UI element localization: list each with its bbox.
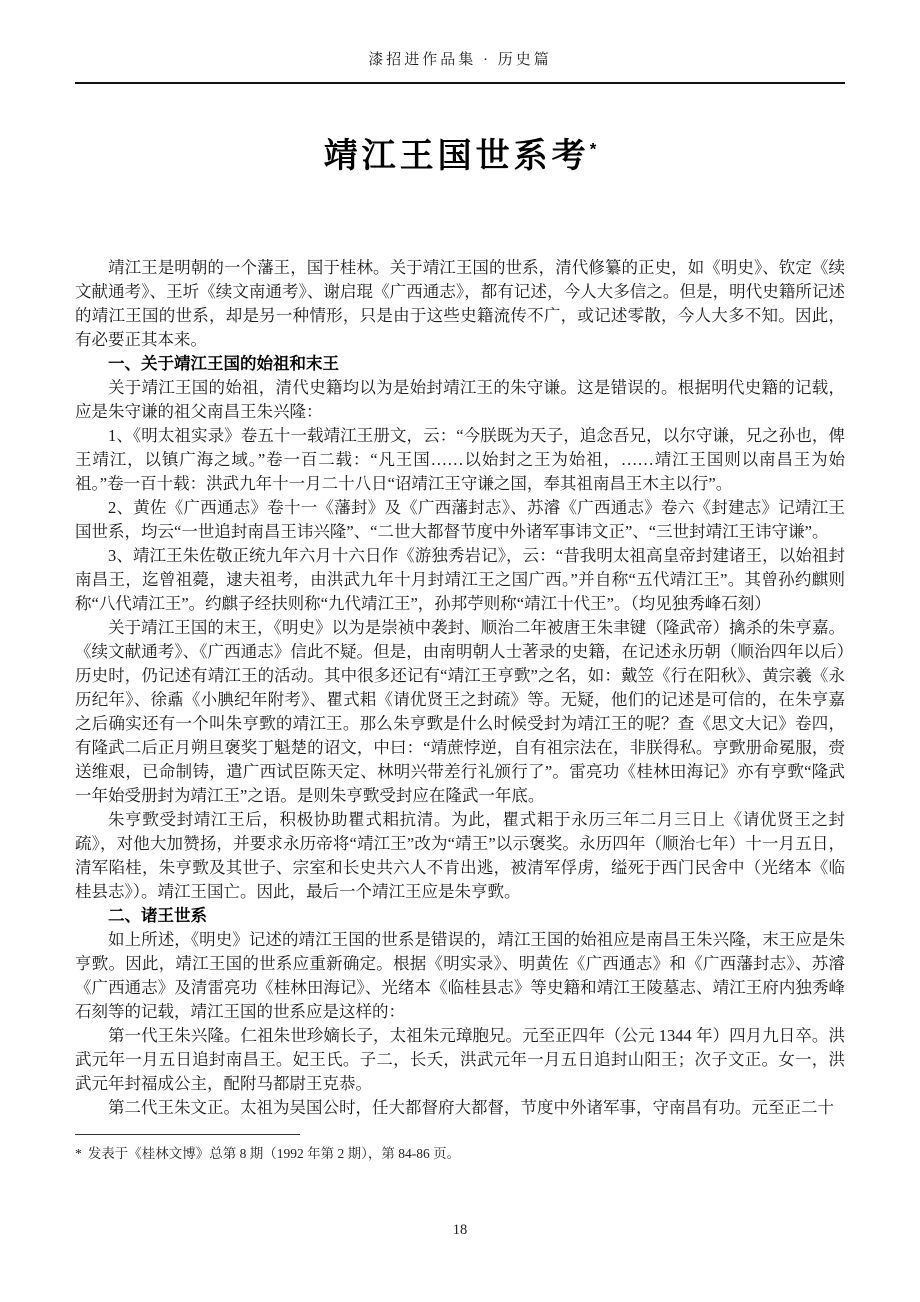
- article-body: [75, 256, 845, 1120]
- footnote: [75, 1143, 845, 1164]
- title-footnote-marker: *: [589, 139, 597, 159]
- footnote-area: [75, 1134, 845, 1164]
- body-paragraph: 靖江王是明朝的一个藩王，国于桂林。关于靖江王国的世系，清代修纂的正史，如《明史》、钦定《续文献通考》、王圻《续文南通考》、谢启琨《广西通志》，都有记述，今人大多信之。但是，明代史籍所记述的靖江王国的世系，却是另一种情形，只是由于这些史籍流传不广，或记述零散，今人大多不知。因此，有必要正其本来。: [75, 258, 845, 349]
- header-divider: [75, 82, 845, 84]
- booklet-title: 漆招进作品集 · 历史篇: [368, 52, 552, 68]
- article-title-text: 靖江王国世系考: [323, 137, 590, 175]
- page-number: 18: [452, 1222, 468, 1238]
- section-heading: 一、关于靖江王国的始祖和末王: [108, 355, 339, 373]
- footnote-marker: *: [75, 1146, 82, 1161]
- body-paragraph: 关于靖江王国的始祖，清代史籍均以为是始封靖江王的朱守谦。这是错误的。根据明代史籍的记载，应是朱守谦的祖父南昌王朱兴隆：: [75, 378, 845, 421]
- body-paragraph: 如上所述，《明史》记述的靖江王国的世系是错误的，靖江王国的始祖应是南昌王朱兴隆，末王应是朱亨歅。因此，靖江王国的世系应重新确定。根据《明实录》、明黄佐《广西通志》和《广西藩封志》、苏濬《广西通志》及清雷亮功《桂林田海记》、光绪本《临桂县志》等史籍和靖江王陵墓志、靖江王府内独秀峰石刻等的记载，靖江王国的世系应是这样的：: [75, 930, 845, 1021]
- footnote-text: 发表于《桂林文博》总第 8 期（1992 年第 2 期），第 84-86 页。: [87, 1146, 461, 1161]
- body-paragraph: 关于靖江王国的末王，《明史》以为是崇祯中袭封、顺治二年被唐王朱聿键（隆武帝）擒杀的朱亨嘉。《续文献通考》、《广西通志》信此不疑。但是，由南明朝人士著录的史籍，在记述永历朝（顺治四年以后）历史时，仍记述有靖江王的活动。其中很多还记有“靖江王亨歅”之名，如：戴笠《行在阳秋》、黄宗羲《永历纪年》、徐鼒《小腆纪年附考》、瞿式耜《请优贤王之封疏》等。无疑，他们的记述是可信的，在朱亨嘉之后确实还有一个叫朱亨歅的靖江王。那么朱亨歅是什么时候受封为靖江王的呢？查《思文大记》卷四，有隆武二后正月朔旦褒奖丁魁楚的诏文，中曰：“靖蔗悖逆，自有祖宗法在，非朕得私。亨歅册命冕服，赍送维艰，已命制铸，遣广西试臣陈天定、林明兴带差行礼颁行了”。雷亮功《桂林田海记》亦有亨歅“隆武一年始受册封为靖江王”之语。是则朱亨歅受封应在隆武一年底。: [75, 618, 845, 805]
- body-paragraph: 3、靖江王朱佐敬正统九年六月十六日作《游独秀岩记》，云：“昔我明太祖高皇帝封建诸王，以始祖封南昌王，迄曾祖薨，逮夫祖考，由洪武九年十月封靖江王之国广西。”并自称“五代靖江王”。其曾孙约麒则称“八代靖江王”。约麒子经扶则称“九代靖江王”，孙邦苧则称“靖江十代王”。（均见独秀峰石刻）: [75, 546, 845, 613]
- article-title: [75, 134, 845, 178]
- body-paragraph: 1、《明太祖实录》卷五十一载靖江王册文，云：“今朕既为天子，追念吾兄，以尔守谦，兄之孙也，俾王靖江，以镇广海之域。”卷一百二载：“凡王国……以始封之王为始祖，……靖江王国则以南昌王为始祖。”卷一百十载：洪武九年十一月二十八日“诏靖江王守谦之国，奉其祖南昌王木主以行”。: [75, 426, 845, 493]
- body-paragraph: 第二代王朱文正。太祖为吴国公时，任大都督府大都督，节度中外诸军事，守南昌有功。元至正二十: [108, 1098, 834, 1117]
- running-header: [75, 50, 845, 70]
- section-heading: 二、诸王世系: [108, 907, 207, 925]
- body-paragraph: 第一代王朱兴隆。仁祖朱世珍嫡长子，太祖朱元璋胞兄。元至正四年（公元 1344 年）四月九日卒。洪武元年一月五日追封南昌王。妃王氏。子二，长夭，洪武元年一月五日追封山阳王；次子文正。女一，洪武元年封福成公主，配附马都尉王克恭。: [75, 1026, 846, 1093]
- footnote-divider: [75, 1134, 300, 1135]
- body-paragraph: 朱亨歅受封靖江王后，积极协助瞿式耜抗清。为此，瞿式耜于永历三年二月三日上《请优贤王之封疏》，对他大加赞扬，并要求永历帝将“靖江王”改为“靖王”以示褒奖。永历四年（顺治七年）十一月五日，清军陷桂，朱亨歅及其世子、宗室和长史共六人不肯出逃，被清军俘虏，缢死于西门民舍中（光绪本《临桂县志》）。靖江王国亡。因此，最后一个靖江王应是朱亨歅。: [75, 810, 845, 901]
- body-paragraph: 2、黄佐《广西通志》卷十一《藩封》及《广西藩封志》、苏濬《广西通志》卷六《封建志》记靖江王国世系，均云“一世追封南昌王讳兴隆”、“二世大都督节度中外诸军事讳文正”、“三世封靖江王讳守谦”。: [75, 498, 845, 541]
